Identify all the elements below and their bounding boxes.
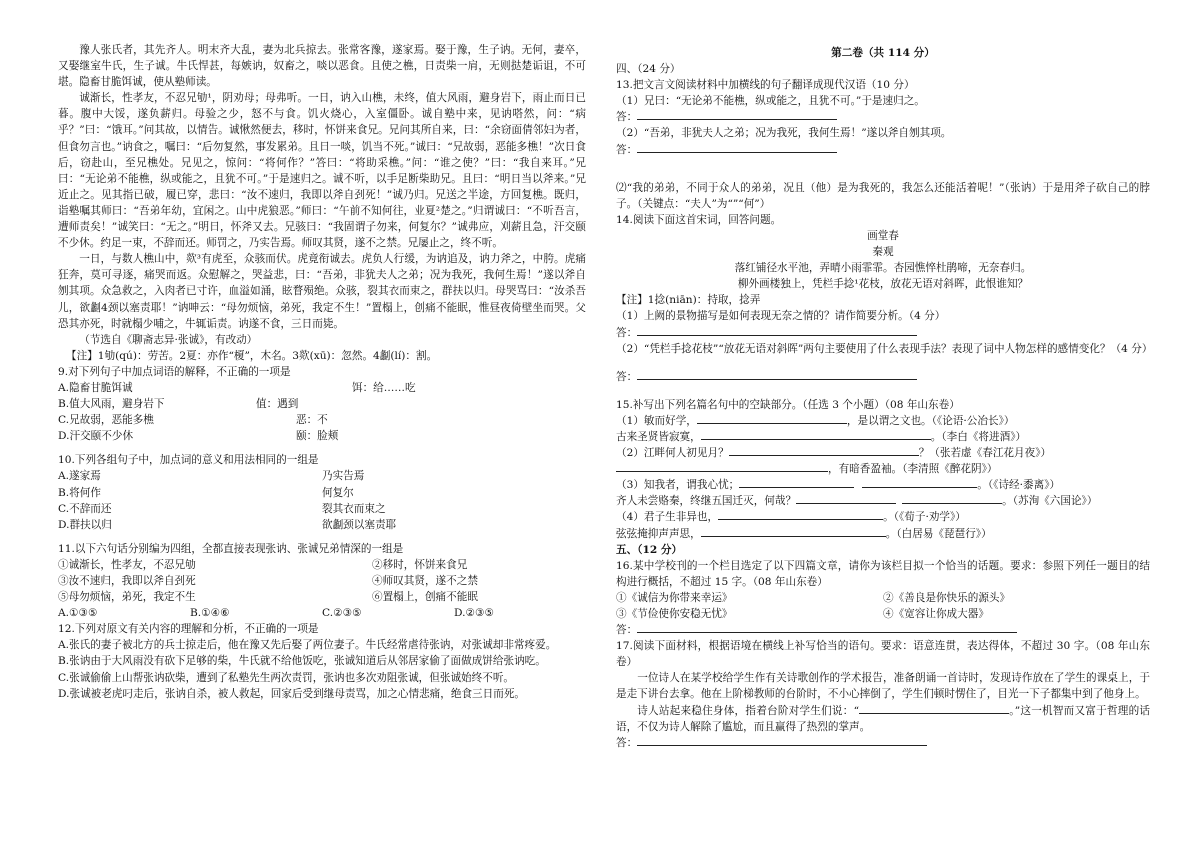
q10-d-left: D.群扶以归 [58,518,112,531]
answer-line[interactable] [637,369,917,380]
q11-row [58,557,586,573]
answer-label: 答： [616,624,638,637]
q17-paragraph-1: 一位诗人在某学校给学生作有关诗歌创作的学术报告，准备朗诵一首诗时，发现诗作放在了学生的课桌上，于是走下讲台去拿。他在上阶梯教师的台阶时，不小心摔倒了，学生们顿时愣住了，目光一下子都集中到了他身上。 [616,672,1150,701]
answer-line[interactable] [637,325,917,336]
q14-sub-2: （2）“凭栏手捻花枝”“放花无语对斜晖”两句主要使用了什么表现手法？表现了词中人物怎样的感情变化？（4 分） [616,342,1153,355]
answer-label: 答： [616,111,638,124]
q10-row [58,501,586,517]
q15-suffix: 。（李白《将进酒》） [930,430,1027,443]
passage-paragraph-2: 诚渐长，性孝友，不忍兄劬¹，阴劝母；母弗听。一日，讷入山樵，未终，值大风雨，避身岩下，雨止而日已暮。腹中大馁，遂负薪归。母验之少，怒不与食。饥火烧心，入室僵卧。诚自塾中来，见讷嗒然，问：“病乎？”曰：“饿耳。”问其故，以情告。诚愀然便去，移时，怀饼来食兄。兄问其所自来，曰：“余窃面倩邻妇为者，但食勿言也。”讷食之，嘱曰：“后勿复然，事发累弟。且日一啖，饥当不死。”诚曰：“兄故弱，恶能多樵！”次日食后，窃赴山，至兄樵处。兄见之，惊问：“将何作？”答曰：“将助采樵。”问：“谁之使？”曰：“我自来耳。”兄曰：“无论弟不能樵，纵或能之，且犹不可。”于是速归之。诚不听，以手足断柴助兄。且曰：“明日当以斧来。”兄近止之。见其指已破，履已穿，悲曰：“汝不速归，我即以斧自刭死！”诚乃归。兄送之半途，方回复樵。既归，诣塾嘱其师曰：“吾弟年幼，宜闲之。山中虎狼恶。”师曰：“午前不知何往，业夏²楚之。”归谓诚曰：“不听吾言，遭师责矣！”诚笑曰：“无之。”明日，怀斧又去。兄骇曰：“我固谓子勿来，何复尔？”诚弗应，刈薪且急，汗交颐不少休。约足一束，不辞而还。师罚之，乃实告焉。师叹其贤，遂不之禁。兄屡止之，终不听。 [58,92,586,250]
q14-answer-2[interactable] [616,369,1150,385]
fill-blank[interactable] [729,445,919,456]
q9-d-text: D.汗交颐不少休 [58,430,134,443]
q10-a-right: 乃实告焉 [322,470,365,483]
answer-line[interactable] [637,622,1017,633]
q12-option-a[interactable]: A.张氏的妻子被北方的兵士掠走后，他在豫又先后娶了两位妻子。牛氏经常虐待张讷，对张诚却非常疼爱。 [58,639,557,652]
section-five-heading: 五、（12 分） [616,543,683,556]
q11-item-5: ⑤母勿烦恼，弟死，我定不生 [58,591,196,604]
fill-blank[interactable] [796,493,896,504]
q10-c-left: C.不辞而还 [58,502,112,515]
q15-line [616,461,1150,477]
passage-note: 【注】1劬(qú)：劳苦。2夏：亦作“榎”，木名。3欻(xū)：忽然。4劙(lí)：割。 [66,349,438,362]
q15-prompt: 弦弦掩抑声声思， [616,527,701,540]
q11-option-a[interactable]: A.①③⑤ [58,607,98,620]
q13-answer-text: ⑵“我的弟弟，不同于众人的弟弟，况且（他）是为我死的，我怎么还能活着呢！”（张讷）于是用斧子砍自己的脖子。（关键点：“夫人”为“”“何”） [616,181,1150,210]
q16-option-1: ①《诚信为你带来幸运》 [616,591,733,604]
q9-row [58,396,586,412]
q16-answer[interactable] [616,622,1150,638]
q9-row [58,412,586,428]
q11-option-c[interactable]: C.②③⑤ [322,607,362,620]
q15-line [616,445,1150,461]
q12-stem: 12.下列对原文有关内容的理解和分析，不正确的一项是 [58,623,319,636]
q14-note: 【注】1捻(niān)：持取，捻弄 [616,294,761,307]
q11-row [58,573,586,589]
passage-paragraph-1: 豫人张氏者，其先齐人。明末齐大乱，妻为北兵掠去。张常客豫，遂家焉。娶于豫，生子讷。无何，妻卒，又娶继室牛氏，生子诚。牛氏悍甚，每嫉讷，奴畜之，啖以恶食。且使之樵，日责柴一肩，无则挞楚诟诅，不可堪。隐畜甘脆饵诚，使从塾师读。 [58,44,586,89]
q17-stem: 17.阅读下面材料，根据语境在横线上补写恰当的语句。要求：语意连贯，表达得体，不超过 30 字。（08 年山东卷） [616,640,1150,669]
q16-option-2: ②《善良是你快乐的源头》 [883,591,1011,604]
q15-prompt: 古来圣贤皆寂寞， [616,430,701,443]
q9-a-text: A.隐畜甘脆饵诚 [58,381,133,394]
q13-item-2: （2）“吾弟，非犹夫人之弟；况为我死，我何生焉！”遂以斧自刎其项。 [616,127,952,140]
q15-line [616,477,1150,493]
passage-paragraph-3: 一日，与数人樵山中，欻³有虎至，众骇而伏。虎竟衔诚去。虎负人行缓，为讷追及，讷力斧之，中胯。虎痛狂奔，莫可寻逐，痛哭而返。众慰解之，哭益悲，曰：“吾弟，非犹夫人之弟；况为我死，我何生焉！”遂以斧自刎其项。众急救之，入肉者已寸许，血溢如涌，眩瞀殒绝。众骇，裂其衣而束之，群扶以归。母哭骂曰：“汝杀吾儿，欲劙4颈以塞责耶！”讷呻云：“母勿烦恼，弟死，我定不生！”置榻上，创痛不能眠，惟昼夜倚壁坐而哭。父恐其亦死，时就榻少哺之，牛辄诟责。讷遂不食，三日而毙。 [58,253,586,330]
q13-stem: 13.把文言文阅读材料中加横线的句子翻译成现代汉语（10 分） [616,79,915,92]
left-column [58,42,586,702]
q9-b-gloss: 值：遇到 [256,398,299,411]
q17-para2-end: 。”这一机智而又富于哲理的话语，不仅为诗人解除了尴尬，而且赢得了热烈的掌声。 [616,704,1150,733]
fill-blank[interactable] [739,477,854,488]
q15-line [616,493,1150,509]
q15-suffix: 。（《荀子·劝学》） [883,511,966,524]
q10-row [58,517,586,533]
q12-option-c[interactable]: C.张诚偷偷上山帮张讷砍柴，遭到了私塾先生两次责罚，张讷也多次劝阻张诚，但张诚始终不听。 [58,671,515,684]
answer-line[interactable] [637,109,837,120]
q15-prompt: （3）知我者，谓我心忧； [616,479,740,492]
q10-stem: 10.下列各组句子中，加点词的意义和用法相同的一组是 [58,454,319,467]
poem-line-2: 柳外画楼独上，凭栏手捻¹花枝，放花无语对斜晖，此恨谁知？ [737,278,1029,291]
q16-options-row [616,606,1150,622]
q11-item-6: ⑥置榻上，创痛不能眠 [372,591,478,604]
q10-row [58,485,586,501]
q11-options [58,605,586,621]
q11-option-b[interactable]: B.①④⑥ [190,607,230,620]
q13-answer-2[interactable] [616,142,1150,158]
q15-line [616,509,1150,525]
answer-line[interactable] [637,142,837,153]
q17-answer[interactable] [616,735,1150,751]
answer-label: 答： [616,143,638,156]
q15-line [616,526,1150,542]
q9-stem: 9.对下列句子中加点词语的解释，不正确的一项是 [58,365,291,378]
q11-item-2: ②移时，怀饼来食兄 [372,558,468,571]
q10-b-right: 何复尔 [322,486,354,499]
q9-row [58,428,586,444]
fill-blank[interactable] [697,413,847,424]
fill-blank[interactable] [902,493,1002,504]
fill-blank[interactable] [701,429,931,440]
q15-stem: 15.补写出下列名篇名句中的空缺部分。（任选 3 个小题）（08 年山东卷） [616,398,960,411]
section-four-heading: 四、（24 分） [616,63,681,76]
q15-prompt: （4）君子生非异也， [616,511,719,524]
q15-suffix: 。（《诗经·黍离》） [977,479,1061,492]
q12-option-b[interactable]: B.张讷由于大风雨没有砍下足够的柴，牛氏就不给他饭吃，张诚知道后从邻居家偷了面做成饼给张讷吃。 [58,655,546,668]
q10-c-right: 裂其衣而束之 [322,502,386,515]
q15-suffix: ，有暗香盈袖。（李清照《醉花阴》） [828,463,998,476]
answer-label: 答： [616,326,638,339]
q9-c-text: C.兄故弱，恶能多樵 [58,414,154,427]
q15-suffix: 。（苏洵《六国论》） [1002,495,1098,508]
q11-item-4: ④师叹其贤，遂不之禁 [372,575,478,587]
q11-item-1: ①诚渐长，性孝友，不忍兄劬 [58,558,196,571]
poem-line-1: 落红铺径水平池，弄晴小雨霏霏。杏园憔悴杜鹃啼，无奈春归。 [734,262,1032,275]
answer-label: 答： [616,736,638,749]
q17-paragraph-2 [616,703,1150,735]
q13-item-1: （1）兄曰：“无论弟不能樵，纵或能之，且犹不可。”于是速归之。 [616,95,925,108]
q9-c-gloss: 恶：不 [296,414,328,427]
q11-stem: 11.以下六句话分别编为四组，全都直接表现张讷、张诚兄弟情深的一组是 [58,542,404,555]
q13-answer-1[interactable] [616,109,1150,125]
q14-sub-1: （1）上阙的景物描写是如何表现无奈之情的？请作简要分析。（4 分） [616,310,946,323]
fill-blank[interactable] [862,477,977,488]
q14-stem: 14.阅读下面这首宋词，回答问题。 [616,213,782,226]
fill-blank[interactable] [616,461,828,472]
fill-blank[interactable] [718,509,883,520]
q14-answer-1[interactable] [616,325,1150,341]
q15-line [616,429,1150,445]
q12-option-d[interactable]: D.张诚被老虎叼走后，张讷自杀，被人救起，回家后受到继母责骂，加之心情悲痛，绝食三日而死。 [58,687,526,700]
q15-prompt: 齐人未尝赂秦，终继五国迁灭，何哉？ [616,495,797,508]
q16-option-4: ④《宽容让你成大器》 [883,608,989,620]
q10-b-left: B.将何作 [58,486,101,499]
q16-options-row [616,590,1150,606]
q15-prompt: （1）敏而好学， [616,414,697,427]
poem-author: 秦观 [872,246,894,259]
poem-title: 画堂春 [867,229,899,242]
right-column [616,45,1153,751]
q16-stem: 16.某中学校刊的一个栏目选定了以下四篇文章，请你为该栏目拟一个恰当的话题。要求：参照下列任一题目的结构进行概括，不超过 15 字。（08 年山东卷） [616,559,1150,588]
q15-suffix: ？（张若虚《春江花月夜》） [918,447,1052,460]
q10-row [58,468,586,484]
part-title: 第二卷（共 114 分） [831,47,935,59]
passage-source: （节选自《聊斋志异·张诚》，有改动） [79,333,258,346]
q9-b-text: B.值大风雨，避身岩下 [58,398,165,411]
q10-d-right: 欲劙颈以塞责耶 [322,518,397,531]
q11-item-3: ③汝不速归，我即以斧自刭死 [58,575,196,587]
q11-row [58,589,586,605]
fill-blank[interactable] [701,526,886,537]
q9-a-gloss: 饵：给……吃 [352,381,416,394]
answer-label: 答： [616,370,638,383]
q15-suffix: ，是以谓之文也。（《论语·公冶长》） [846,414,1015,427]
answer-line[interactable] [637,735,927,746]
q11-option-d[interactable]: D.②③⑤ [454,607,494,620]
q15-line [616,413,1150,429]
q15-prompt: （2）江畔何人初见月？ [616,447,729,460]
fill-blank[interactable] [859,703,1009,714]
q9-d-gloss: 颐：脸颊 [296,430,339,443]
q15-suffix: 。（白居易《琵琶行》） [885,527,992,540]
q10-a-left: A.遂家焉 [58,470,101,483]
q9-row [58,380,586,396]
q17-para2-start: 诗人站起来稳住身体，指着台阶对学生们说：“ [637,704,859,717]
q16-option-3: ③《节俭使你安稳无忧》 [616,608,733,620]
